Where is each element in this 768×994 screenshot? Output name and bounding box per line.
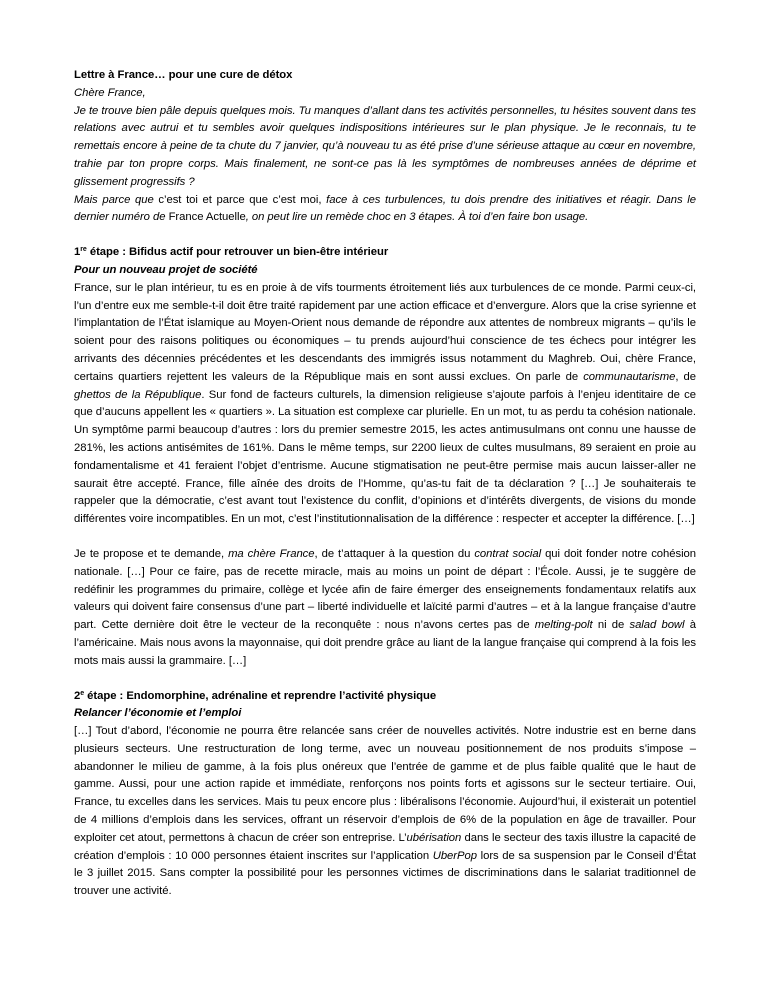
body-text: qui doit fonder notre cohésion nationale. […] Pour ce faire, pas de recette miracle, mais au moins un point de départ : l’École. Aussi, je te suggère de redéfinir les programmes du primaire, collège et lycée afin de faire émerger des enseignements fondamentaux relatifs aux valeurs qui doivent faire consensus d’une part – liberté individuelle et laïcité parmi d’autres – et à la langue française d’autre part. Cette dernière doit être le vecteur de la reconquête : nous n’avons certes pas de <box>74 547 697 632</box>
emphasis-text: ubérisation <box>406 831 462 844</box>
emphasis-text: melting-polt <box>534 619 593 632</box>
intro-text: Mais parce que <box>74 193 154 206</box>
emphasis-text: contrat social <box>474 547 542 560</box>
body-text: , de t’attaquer à la question du <box>314 547 475 560</box>
intro-text: c’est toi et parce que c’est moi, <box>153 193 327 206</box>
step1-paragraph-1 <box>74 280 696 529</box>
intro-paragraph: Je te trouve bien pâle depuis quelques mois. Tu manques d’allant dans tes activités personnelles, tu hésites souvent dans tes relations avec autrui et tu sembles avoir quelques indispositions intérieures sur le plan physique. Je le reconnais, tu te remettais encore à peine de ta chute du 7 janvier, qu’à nouveau tu as été prise d’une sérieuse attaque au cœur en novembre, trahie par ton propre corps. Mais finalement, ne sont-ce pas là les symptômes de nombreuses années de déprime et glissement progressifs ? <box>74 104 696 188</box>
letter-title: Lettre à France… pour une cure de détox <box>74 69 293 81</box>
emphasis-text: ghettos de la République <box>74 388 202 401</box>
emphasis-text: communautarisme <box>583 370 676 383</box>
step1-heading-text: étape : Bifidus actif pour retrouver un bien-être intérieur <box>86 246 389 259</box>
step1-paragraph-2 <box>74 546 696 671</box>
body-text: France, sur le plan intérieur, tu es en proie à de vifs tourments étroitement liés aux turbulences de ce monde. Parmi ceux-ci, l’un d’entre eux me semble-t-il doit être traité rapidement par une action efficace et d’envergure. Alors que la crise syrienne et l’implantation de l’État islamique au Moyen-Orient nous demande de répondre aux attentes de nombreux migrants – qu’ils le soient pour des raisons politiques ou économiques – tu prends aujourd’hui conscience de tes échecs pour intégrer les arrivants des décennies précédentes et les descendants des immigrés issus notamment du Maghreb. Oui, chère France, certains quartiers rejettent les valeurs de la République mais en sont aussi exclues. On parle de <box>74 281 696 383</box>
intro-text: , on peut lire un remède choc en 3 étapes. À toi d’en faire bon usage. <box>245 211 589 224</box>
step2-number: 2 <box>74 689 81 702</box>
step2-heading-text: étape : Endomorphine, adrénaline et reprendre l’activité physique <box>84 689 437 702</box>
letter-salutation: Chère France, <box>74 86 146 99</box>
body-text: . Sur fond de facteurs culturels, la dimension religieuse s’ajoute parfois à l’enjeu identitaire de ce que d’aucuns appellent les « quartiers ». La situation est complexe car plurielle. En un mot, tu as perdu ta cohésion nationale. Un symptôme parmi beaucoup d’autres : lors du premier semestre 2015, les actes antimusulmans ont connu une hausse de 281%, les actions antisémites de 161%. Dans le même temps, sur 2200 lieux de cultes musulmans, 89 seraient en proie au fondamentalisme et 41 feraient l’objet d’entrisme. Aucune stigmatisation ne peut-être permise mais aucun laisser-aller ne saurait être accepté. France, fille aînée des droits de l’Homme, qu’as-tu fait de ta déclaration ? […] Je souhaiterais te rappeler que la démocratie, c’est avant tout l’existence du conflit, d’opinions et d’intérêts divergents, de visions du monde différentes voire incompatibles. En un mot, c’est l’institutionnalisation de la différence : respecter et accepter la différence. […] <box>74 388 696 526</box>
step1-heading <box>74 244 696 262</box>
emphasis-text: ma chère France <box>228 547 315 560</box>
body-text: ni de <box>592 619 630 632</box>
step2-paragraph-1 <box>74 723 696 901</box>
magazine-name: France Actuelle <box>168 211 246 224</box>
step1-number: 1 <box>74 246 81 259</box>
emphasis-text: UberPop <box>432 849 477 862</box>
intro-text: face à ces turbulences, tu dois prendre des initiatives et réagir. Dans le dernier numéro de <box>74 193 696 224</box>
body-text: , de <box>675 370 696 383</box>
step1-subheading: Pour un nouveau projet de société <box>74 263 258 276</box>
body-text: […] Tout d’abord, l’économie ne pourra être relancée sans créer de nouvelles activités. Notre industrie est en berne dans plusieurs secteurs. Une restructuration de long terme, avec un nouveau positionnement de nos produits s’impose – abandonner le milieu de gamme, à la fois plus onéreux que l’entrée de gamme et de plus faible qualité que le haut de gamme. Aussi, pour une action rapide et immédiate, renforçons nos points forts et agissons sur le secteur tertiaire. Oui, France, tu excelles dans les services. Mais tu peux encore plus : libéralisons l’économie. Aujourd’hui, il existerait un potentiel de 4 millions d’emplois dans les services, offrant un réservoir d’emplois de 6% de la population en âge de travailler. Pour exploiter cet atout, permettons à chacun de créer son entreprise. L’ <box>74 725 696 844</box>
step1-ordinal: re <box>80 246 87 254</box>
step2-heading <box>74 688 696 706</box>
emphasis-text: salad bowl <box>629 619 685 632</box>
letter-document <box>74 67 696 901</box>
step2-ordinal: e <box>80 689 85 697</box>
body-text: à l’américaine. Mais nous avons la mayonnaise, qui doit prendre grâce au liant de la langue française qui comprend à la fois les mots mais aussi la grammaire. […] <box>74 619 696 667</box>
intro-paragraph-2 <box>74 192 696 228</box>
body-text: lors de sa suspension par le Conseil d’État le 3 juillet 2015. Sans compter la possibilité pour les personnes victimes de discriminations dans le salariat traditionnel de trouver une activité. <box>74 849 696 898</box>
step2-subheading: Relancer l’économie et l’emploi <box>74 707 242 720</box>
body-text: dans le secteur des taxis illustre la capacité de création d’emplois : 10 000 personnes étaient inscrites sur l’application <box>74 831 696 862</box>
body-text: Je te propose et te demande, <box>74 547 229 560</box>
